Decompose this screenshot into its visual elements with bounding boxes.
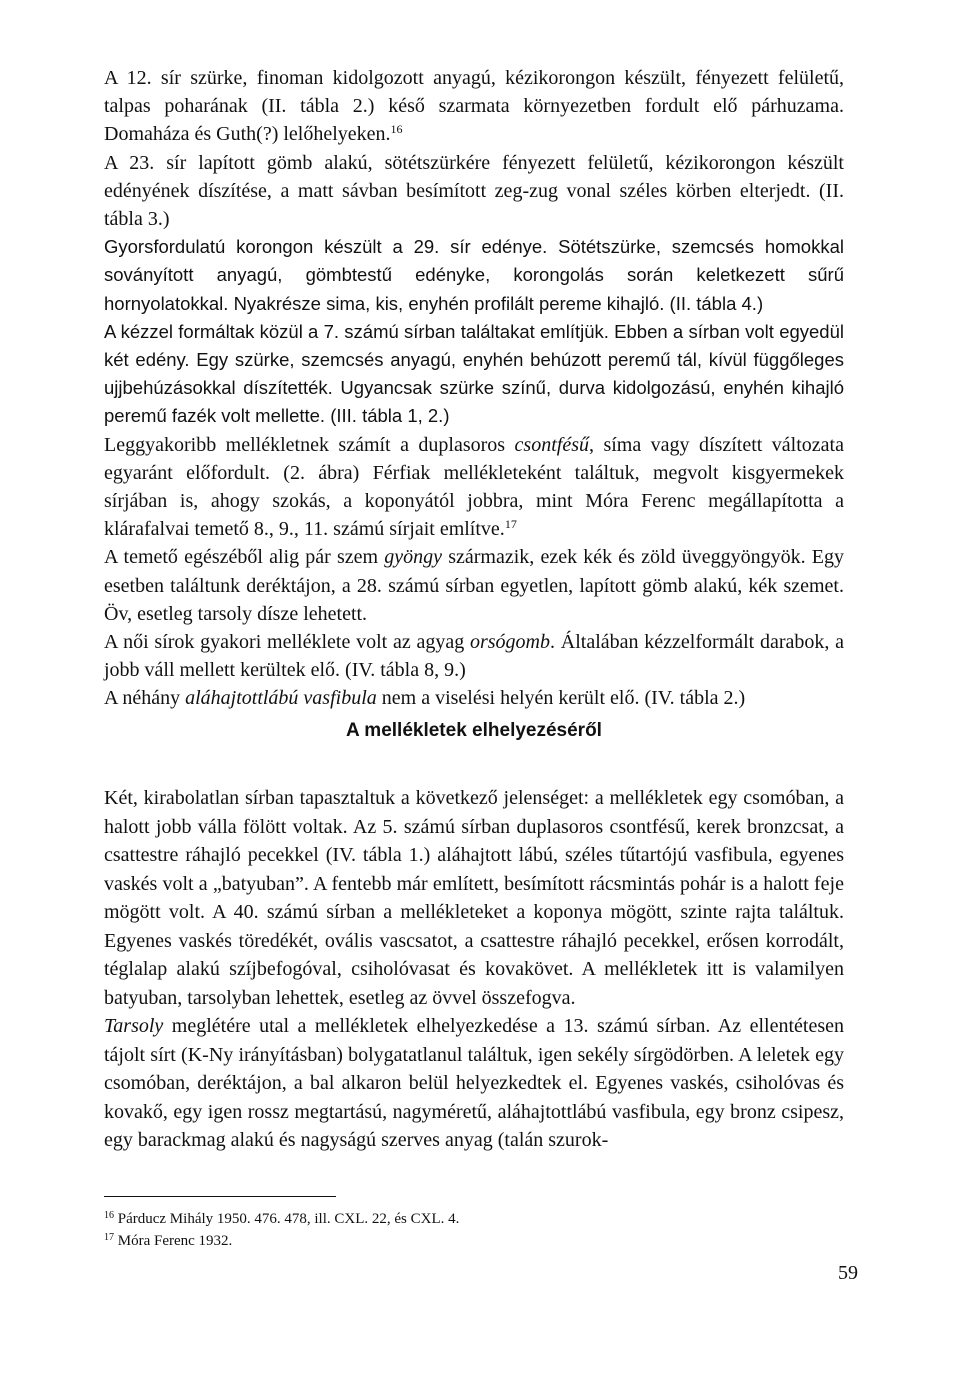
footnote-divider [104,1196,336,1197]
footnote-ref-17[interactable]: 17 [504,517,517,532]
body-text-top [104,64,844,713]
paragraph-7: A női sírok gyakori melléklete volt az agyag orsógomb. Általában kézzelformált darabok, a jobb váll mellett kerültek elő. (IV. tábla 8, 9.) [104,631,845,682]
paragraph-9: Két, kirabolatlan sírban tapasztaltuk a következő jelenséget: a mellékletek egy csomóban, a halott jobb válla fölött voltak. Az 5. számú sírban duplasoros csontfésű, kerek bronzcsat, a csattestre ráhajló pecekkel (IV. tábla 1.) aláhajtott lábú, széles tűtartójú vasfibula, egyenes vaskés volt a „batyuban”. A fentebb már említett, besímított rácsmintás pohár is a halott feje mögött volt. A 40. számú sírban a mellékleteket a koponya mögött, szinte rajta találtuk. Egyenes vaskés töredékét, ovális vascsatot, a csattestre ráhajló pecekkel, erősen korrodált, téglalap alakú szíjbefogóval, csiholóvasat és kovakövet. A mellékletek itt is valamilyen batyuban, tarsolyban lehettek, esetleg az övvel összefogva. [104,787,844,1009]
paragraph-5: Leggyakoribb mellékletnek számít a duplasoros csontfésű, síma vagy díszített változata egyaránt előfordult. (2. ábra) Férfiak mellékleteként találtuk, megvolt kisgyermekek sírjában is, ahogy szokás, a koponyától jobbra, mint Móra Ferenc megállapította a klárafalvai temető 8., 9., 11. számú sírjait említve.$^{17}$ [104,433,844,541]
footnotes [104,1208,844,1252]
paragraph-10: Tarsoly meglétére utal a mellékletek elhelyezkedése a 13. számú sírban. Az ellentétesen tájolt sírt (K-Ny irányításban) bolygatatlanul találtuk, igen sekély sírgödörben. A leletek egy csomóban, deréktájon, a bal alkaron belül helyezkedtek el. Egyenes vaskés, csiholóvas és kovakő, egy igen rossz megtartású, nagyméretű, aláhajtottlábú vasfibula, egy bronz csipesz, egy barackmag alakú és nagyságú szerves anyag (talán szurok- [104,1015,844,1151]
paragraph-4: A kézzel formáltak közül a 7. számú sírban találtakat említjük. Ebben a sírban volt egyedül két edény. Egy szürke, szemcsés anyagú, enyhén behúzott peremű tál, kívül függőleges ujjbehúzásokkal díszítették. Ugyancsak szürke színű, durva kidolgozású, enyhén kihajló peremű fazék volt mellette. (III. tábla 1, 2.) [104,320,844,427]
section-heading: A mellékletek elhelyezéséről [346,720,602,741]
footnote-16: $^{16}$ Párducz Mihály 1950. 476. 478, ill. CXL. 22, és CXL. 4. [104,1210,460,1227]
footnote-ref-16[interactable]: 16 [390,122,403,137]
page-number: 59 [838,1262,858,1284]
footnote-17: $^{17}$ Móra Ferenc 1932. [104,1232,233,1249]
paragraph-1: A 12. sír szürke, finoman kidolgozott anyagú, kézikorongon készült, fényezett felületű, talpas poharának (II. tábla 2.) késő szarmata környezetben fordult elő párhuzama. Domaháza és Guth(?) lelőhelyeken.$^{16}$ [104,67,844,146]
paragraph-8: A néhány aláhajtottlábú vasfibula nem a viselési helyén került elő. (IV. tábla 2.) [104,687,746,710]
body-text-bottom [104,784,844,1155]
paragraph-2: A 23. sír lapított gömb alakú, sötétszürkére fényezett felületű, kézikorongon készült edényének díszítése, a matt sávban besímított zeg-zug vonal széles körben elterjedt. (II. tábla 3.) [104,151,844,231]
paragraph-3: Gyorsfordulatú korongon készült a 29. sír edénye. Sötétszürke, szemcsés homokkal soványított anyagú, gömbtestű edényke, korongolás során keletkezett sűrű hornyolatokkal. Nyakrésze sima, kis, enyhén profilált pereme kihajló. (II. tábla 4.) [104,236,844,314]
paragraph-6: A temető egészéből alig pár szem gyöngy származik, ezek kék és zöld üveggyöngyök. Egy esetben találtunk deréktájon, a 28. számú sírban egyetlen, lapított gömb alakú, kék szemet. Öv, esetleg tarsoly dísze lehetett. [104,546,844,625]
